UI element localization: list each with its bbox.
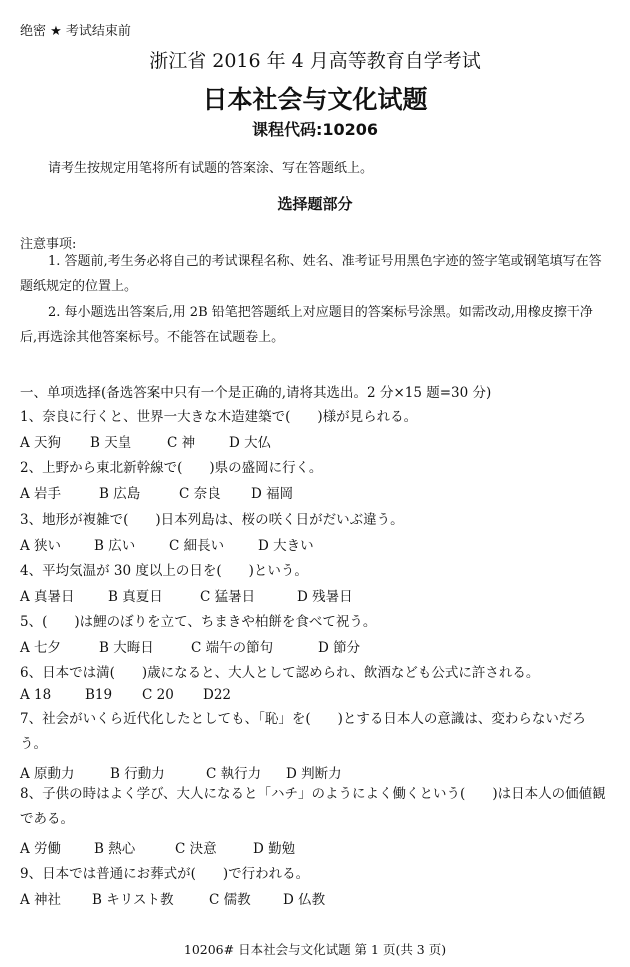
option: C 儒教 bbox=[209, 892, 251, 908]
option: D 節分 bbox=[318, 640, 361, 656]
option: A 真暑日 bbox=[20, 589, 75, 605]
question-text: 8、子供の時はよく学び、大人になると「ハチ」のようによく働くという( )は日本人の価値観である。 bbox=[20, 786, 606, 827]
option: A 天狗 bbox=[20, 435, 62, 451]
question-options bbox=[20, 888, 610, 908]
option: B 真夏日 bbox=[108, 589, 163, 605]
option: A 神社 bbox=[20, 892, 62, 908]
note-item: 2. 每小题选出答案后,用 2B 铅笔把答题纸上对应题目的答案标号涂黑。如需改动,用橡皮擦干净后,再选涂其他答案标号。不能答在试题卷上。 bbox=[20, 305, 593, 345]
option: B 熱心 bbox=[94, 841, 136, 857]
exam-title: 浙江省 2016 年 4 月高等教育自学考试 bbox=[149, 50, 481, 72]
option: A 労働 bbox=[20, 841, 62, 857]
note-item: 1. 答题前,考生务必将自己的考试课程名称、姓名、准考证号用黑色字迹的签字笔或钢笔填写在答题纸规定的位置上。 bbox=[20, 254, 602, 294]
option: C 神 bbox=[167, 435, 196, 451]
option: B キリスト教 bbox=[92, 892, 174, 908]
question-text: 3、地形が複雑で( )日本列島は、桜の咲く日がだいぶ違う。 bbox=[20, 512, 404, 528]
confidential-label: 绝密 ★ 考试结束前 bbox=[20, 24, 131, 39]
option: D 大仏 bbox=[229, 435, 272, 451]
question-options bbox=[20, 585, 610, 605]
option: C 20 bbox=[142, 687, 174, 703]
option: B 天皇 bbox=[90, 435, 132, 451]
option: A 岩手 bbox=[20, 486, 62, 502]
answer-instruction: 请考生按规定用笔将所有试题的答案涂、写在答题纸上。 bbox=[48, 161, 374, 176]
page-footer: 10206# 日本社会与文化试题 第 1 页(共 3 页) bbox=[183, 942, 447, 957]
option: D 勤勉 bbox=[253, 841, 296, 857]
option: C 奈良 bbox=[179, 486, 221, 502]
question-text: 7、社会がいくら近代化したとしても、「恥」を( )とする日本人の意識は、変わらないだろう。 bbox=[20, 711, 586, 752]
option: D 残暑日 bbox=[297, 589, 353, 605]
option: B19 bbox=[85, 687, 113, 703]
option: A 狭い bbox=[20, 538, 62, 554]
question-text: 2、上野から東北新幹線で( )県の盛岡に行く。 bbox=[20, 460, 323, 476]
question-text: 5、( )は鯉のぼりを立て、ちまきや柏餅を食べて祝う。 bbox=[20, 614, 377, 630]
option: A 原動力 bbox=[20, 766, 75, 782]
section-title: 选择题部分 bbox=[277, 195, 353, 213]
option: C 決意 bbox=[175, 841, 217, 857]
option: B 広島 bbox=[99, 486, 141, 502]
question-text: 1、奈良に行くと、世界一大きな木造建築で( )様が見られる。 bbox=[20, 409, 418, 425]
option: C 執行力 bbox=[206, 766, 262, 782]
question-options bbox=[20, 687, 610, 703]
question-options bbox=[20, 482, 610, 502]
option: B 行動力 bbox=[110, 766, 165, 782]
subject-title: 日本社会与文化试题 bbox=[202, 85, 428, 114]
question-options bbox=[20, 762, 610, 782]
question-options bbox=[20, 431, 610, 451]
option: C 細長い bbox=[169, 538, 225, 554]
course-code: 课程代码:10206 bbox=[251, 120, 379, 139]
question-text: 6、日本では満( )歳になると、大人として認められ、飲酒なども公式に許される。 bbox=[20, 665, 540, 681]
question-text: 4、平均気温が 30 度以上の日を( )という。 bbox=[20, 563, 308, 579]
option: D 大きい bbox=[258, 538, 314, 554]
option: A 七夕 bbox=[20, 640, 62, 656]
option: D 福岡 bbox=[251, 486, 294, 502]
question-options bbox=[20, 636, 610, 656]
question-options bbox=[20, 837, 610, 857]
part-title: 一、单项选择(备选答案中只有一个是正确的,请将其选出。2 分×15 题=30 分) bbox=[20, 385, 492, 401]
notes-title: 注意事项: bbox=[20, 237, 77, 252]
option: C 端午の節句 bbox=[191, 640, 274, 656]
option: D22 bbox=[203, 687, 232, 703]
question-options bbox=[20, 534, 610, 554]
option: C 猛暑日 bbox=[200, 589, 256, 605]
option: B 大晦日 bbox=[99, 640, 154, 656]
option: A 18 bbox=[20, 687, 52, 703]
option: D 判断力 bbox=[286, 766, 342, 782]
option: B 広い bbox=[94, 538, 136, 554]
option: D 仏教 bbox=[283, 892, 326, 908]
question-text: 9、日本では普通にお葬式が( )で行われる。 bbox=[20, 866, 310, 882]
